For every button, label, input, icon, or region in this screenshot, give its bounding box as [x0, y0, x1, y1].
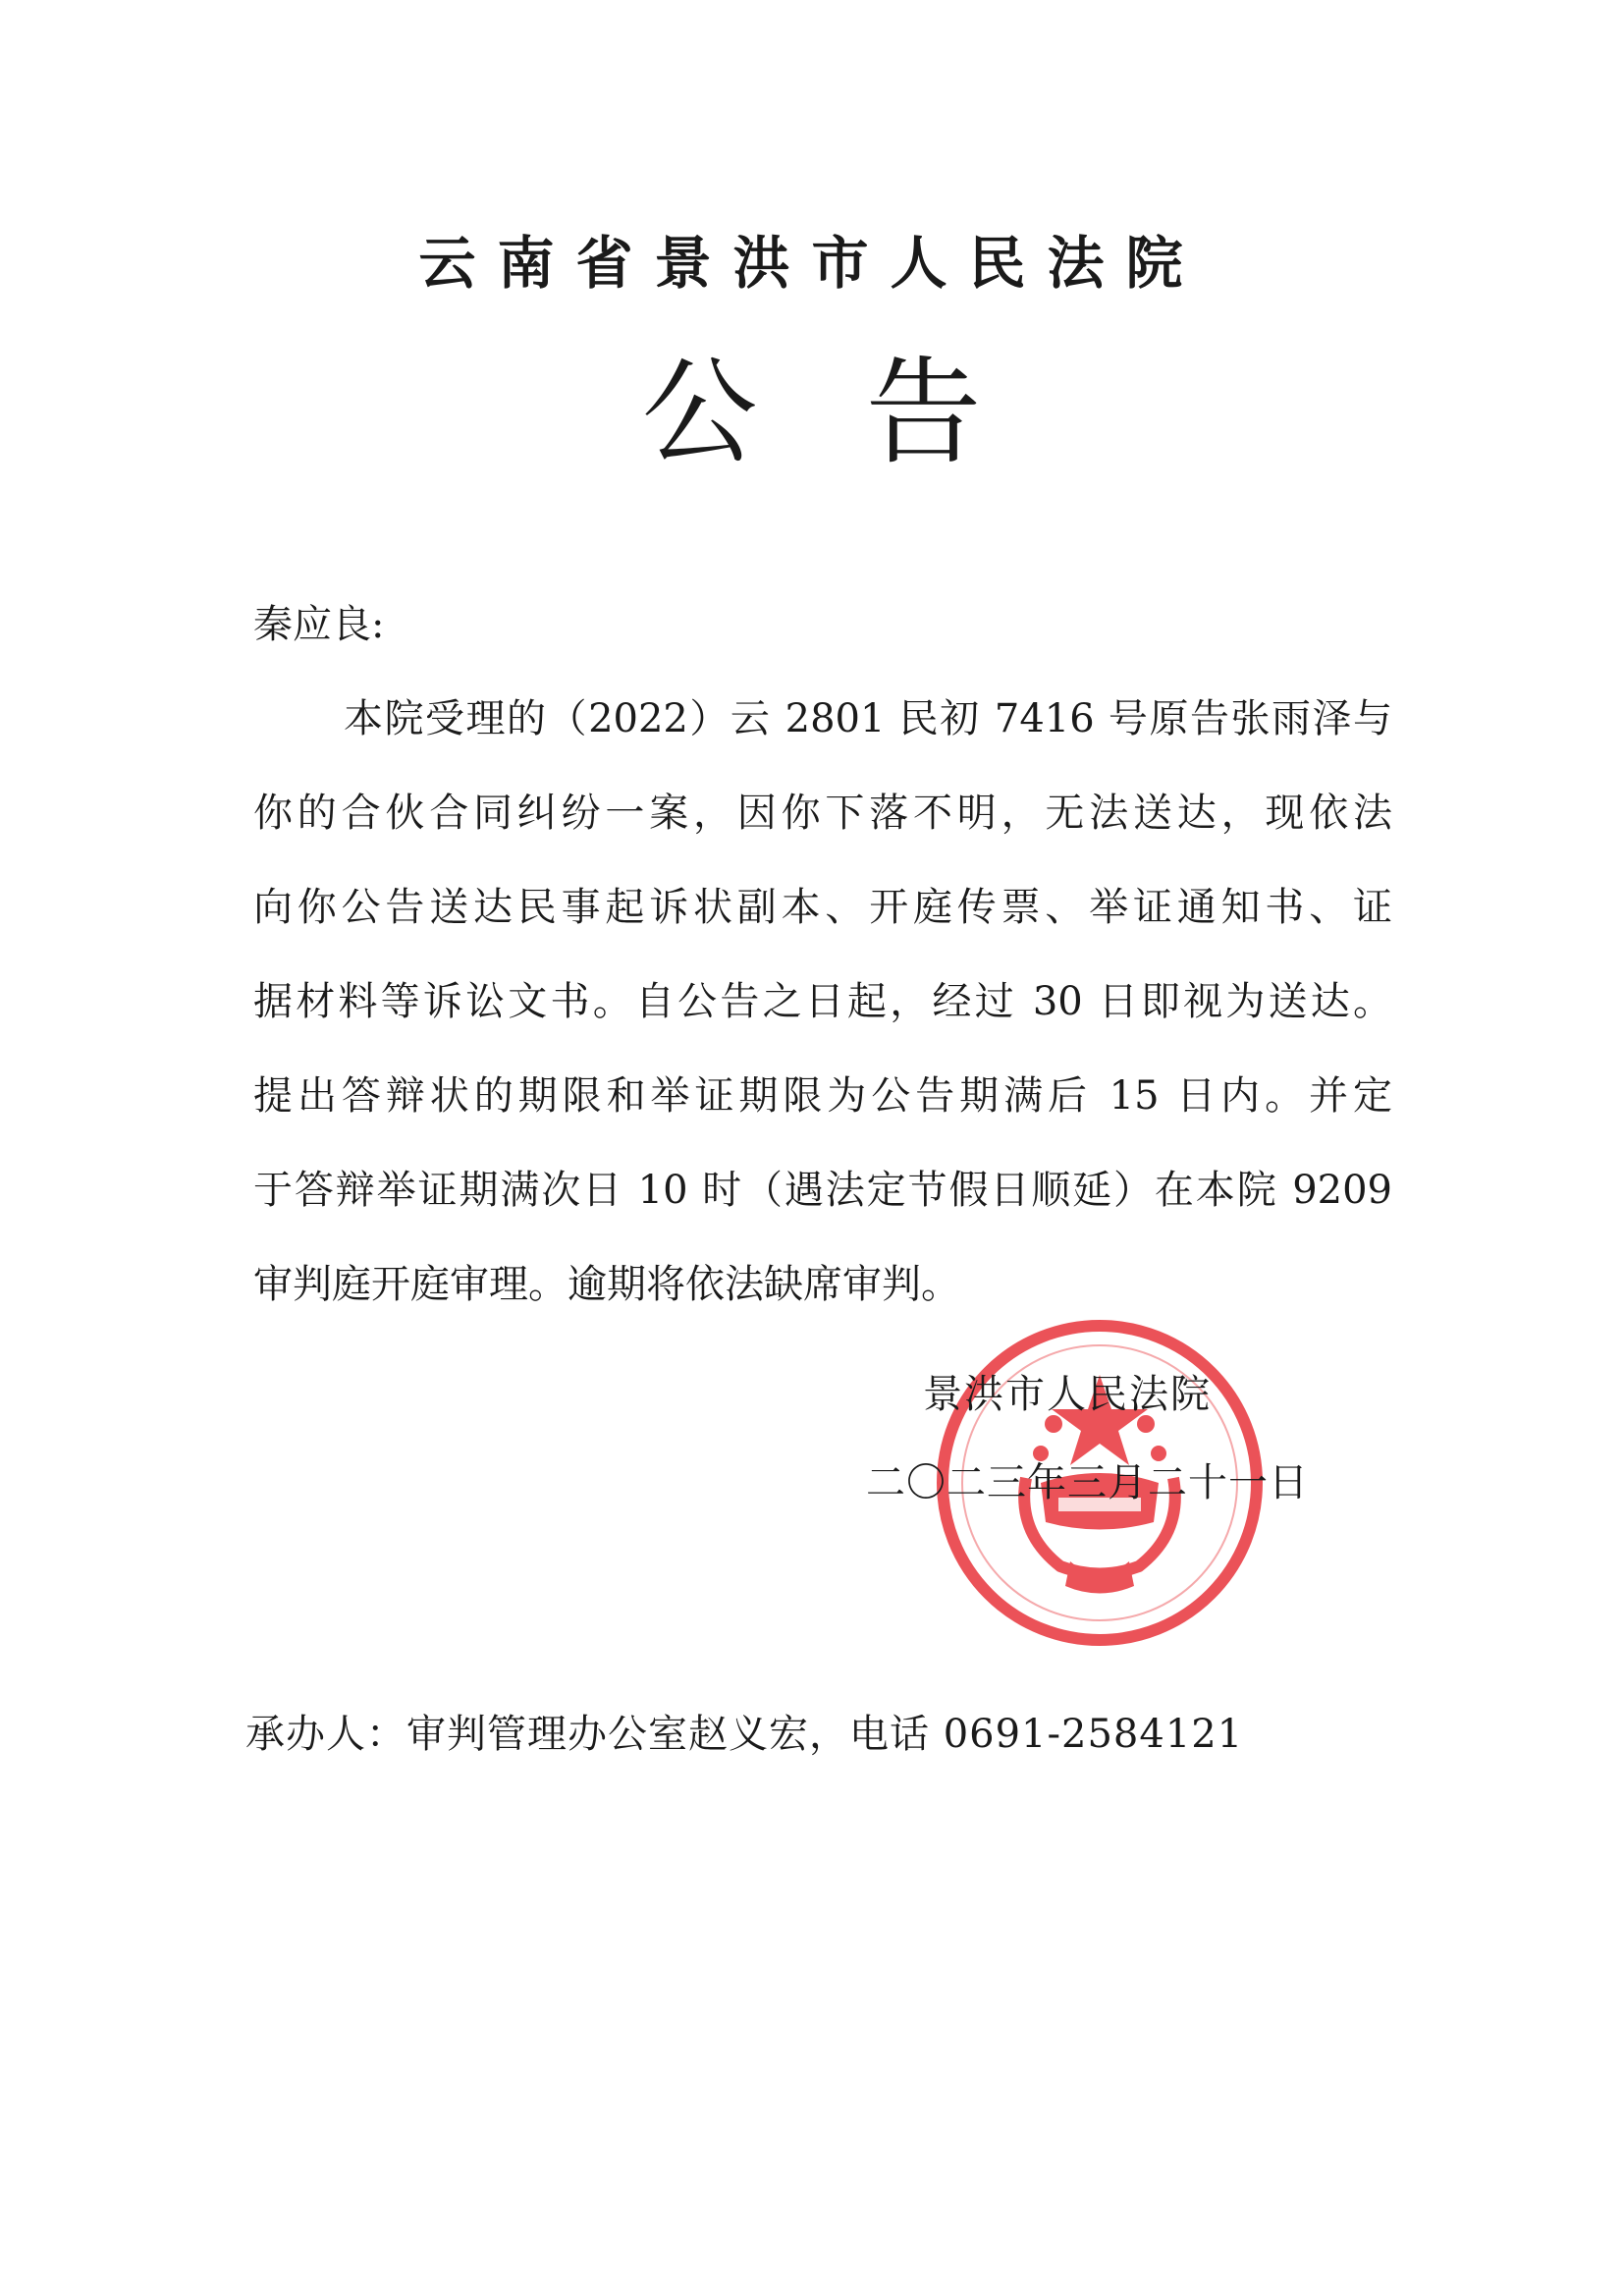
body-line: 本院受理的（2022）云 2801 民初 7416 号原告张雨泽与	[344, 696, 1392, 741]
body-line: 你的合伙合同纠纷一案，因你下落不明，无法送达，现依法	[253, 791, 1392, 836]
body-line: 审判庭开庭审理。逾期将依法缺席审判。	[253, 1262, 960, 1307]
body-line: 据材料等诉讼文书。自公告之日起，经过 30 日即视为送达。	[253, 979, 1392, 1024]
handler-contact: 承办人：审判管理办公室赵义宏，电话 0691-2584121	[245, 1712, 1244, 1757]
court-name-heading: 云南省景洪市人民法院	[418, 230, 1205, 297]
body-line: 于答辩举证期满次日 10 时（遇法定节假日顺延）在本院 9209	[253, 1168, 1392, 1213]
addressee: 秦应良:	[253, 602, 385, 647]
document-title: 公告	[641, 345, 1090, 480]
body-line: 向你公告送达民事起诉状副本、开庭传票、举证通知书、证	[253, 885, 1392, 930]
signature-court-name: 景洪市人民法院	[923, 1372, 1212, 1417]
body-line: 提出答辩状的期限和举证期限为公告期满后 15 日内。并定	[253, 1073, 1392, 1119]
signature-date: 二〇二三年三月二十一日	[866, 1460, 1309, 1505]
